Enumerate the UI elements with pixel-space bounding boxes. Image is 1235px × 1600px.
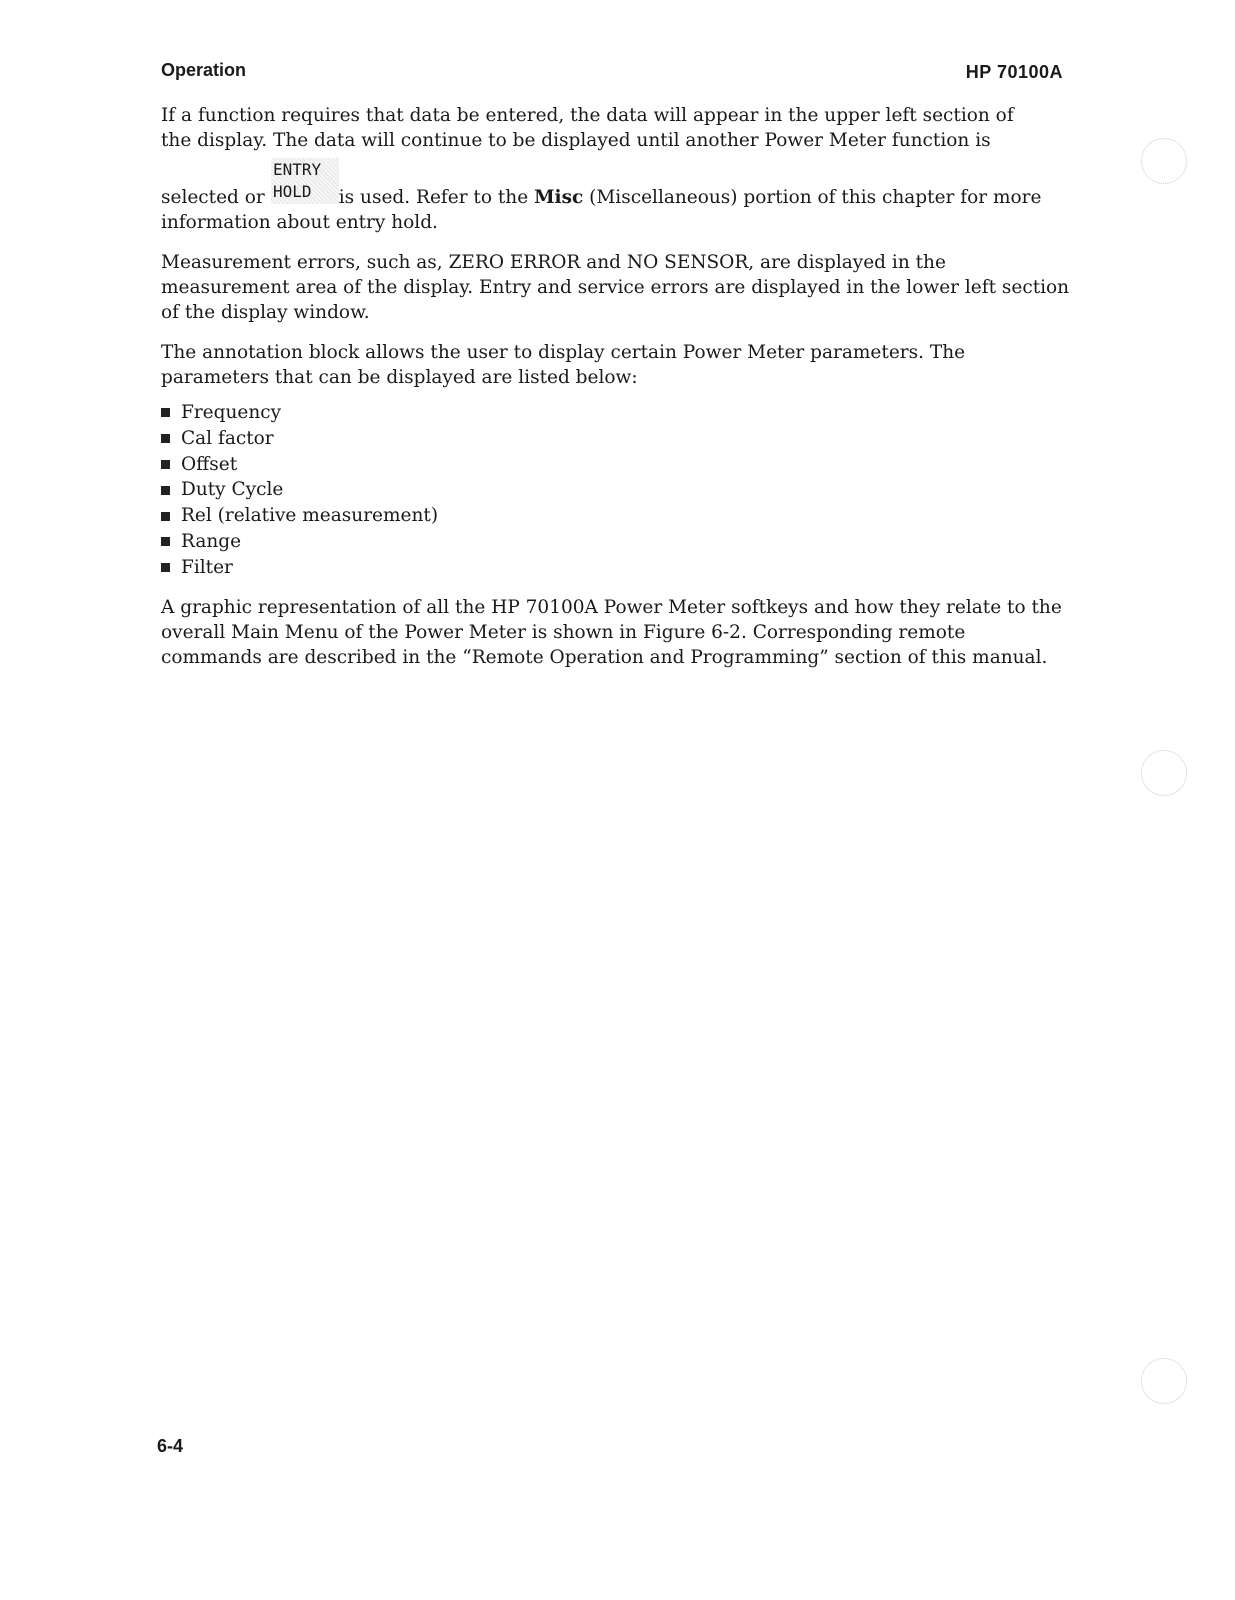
bullet-icon <box>161 512 170 521</box>
model-title: HP 70100A <box>965 62 1063 82</box>
paragraph-data-entry-cont <box>161 185 1071 235</box>
list-item <box>161 452 438 478</box>
paragraph-line: the display. The data will continue to be displayed until another Power Meter function is <box>161 130 991 151</box>
paragraph-errors: Measurement errors, such as, ZERO ERROR and NO SENSOR, are displayed in the measurement area of the display. Entry and service errors are displayed in the lower left section of the display window. <box>161 252 1070 323</box>
bullet-icon <box>161 486 170 495</box>
list-item-label: Cal factor <box>181 427 274 449</box>
paragraph-data-entry <box>161 103 1071 153</box>
softkey-label-bottom: HOLD <box>273 182 312 201</box>
list-item-label: Duty Cycle <box>181 479 284 501</box>
list-item <box>161 477 438 503</box>
punch-hole-icon <box>1141 1358 1187 1404</box>
page-number: 6-4 <box>157 1436 184 1456</box>
list-item <box>161 529 438 555</box>
parameter-list <box>161 400 438 581</box>
section-title: Operation <box>161 60 247 80</box>
list-item <box>161 503 438 529</box>
list-item-label: Filter <box>181 556 233 578</box>
list-item <box>161 400 438 426</box>
paragraph-line: If a function requires that data be entered, the data will appear in the upper left section of <box>161 105 1014 126</box>
text-fragment: is used. Refer to the <box>338 187 529 208</box>
list-item-label: Offset <box>181 453 238 475</box>
bullet-icon <box>161 460 170 469</box>
misc-keyword: Misc <box>534 187 584 208</box>
bullet-icon <box>161 408 170 417</box>
paragraph-softkey-reference: A graphic representation of all the HP 70100A Power Meter softkeys and how they relate to the overall Main Menu of the Power Meter is shown in Figure 6-2. Corresponding remote commands are described in the “Remote Operation and Programming” section of this manual. <box>161 597 1062 668</box>
softkey-label-top: ENTRY <box>273 160 322 179</box>
bullet-icon <box>161 563 170 572</box>
paragraph-line <box>161 185 1071 210</box>
punch-hole-icon <box>1141 138 1187 184</box>
list-item <box>161 426 438 452</box>
bullet-icon <box>161 434 170 443</box>
paragraph-line: information about entry hold. <box>161 212 438 233</box>
text-fragment: (Miscellaneous) portion of this chapter for more <box>589 187 1042 208</box>
list-item-label: Rel (relative measurement) <box>181 505 439 527</box>
list-item-label: Frequency <box>181 402 282 423</box>
bullet-icon <box>161 537 170 546</box>
list-item <box>161 555 438 581</box>
list-item-label: Range <box>181 530 242 552</box>
text-fragment: selected or <box>161 187 265 208</box>
paragraph-annotation: The annotation block allows the user to display certain Power Meter parameters. The parameters that can be displayed are listed below: <box>161 342 966 388</box>
punch-hole-icon <box>1141 750 1187 796</box>
